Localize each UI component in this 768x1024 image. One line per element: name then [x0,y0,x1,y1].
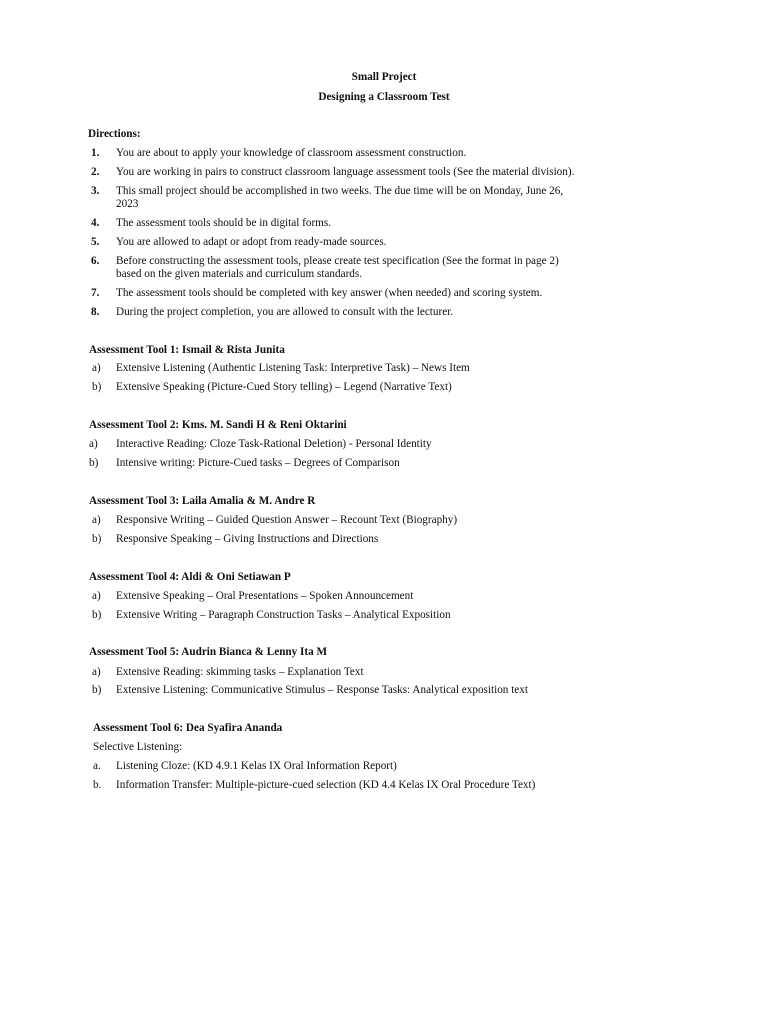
tool-item: Extensive Writing – Paragraph Construction Tasks – Analytical Exposition [116,609,451,621]
item-marker: b) [92,609,102,621]
tool-item: Intensive writing: Picture-Cued tasks – Degrees of Comparison [116,457,400,469]
item-marker: a) [92,590,101,602]
direction-number: 8. [91,306,100,318]
direction-number: 4. [91,217,100,229]
direction-number: 6. [91,255,100,267]
document-title: Small Project [351,71,417,83]
item-marker: b) [92,533,102,545]
item-marker: b) [92,684,102,696]
item-marker: b) [89,457,99,469]
item-marker: a) [92,666,101,678]
direction-number: 7. [91,287,100,299]
item-marker: b) [92,381,102,393]
tool-item: Extensive Speaking – Oral Presentations – Spoken Announcement [116,590,414,602]
tool-item: Responsive Writing – Guided Question Answer – Recount Text (Biography) [116,514,458,526]
tool-item: Extensive Reading: skimming tasks – Explanation Text [116,666,364,678]
tool-item: Interactive Reading: Cloze Task-Rational Deletion) - Personal Identity [116,438,432,450]
direction-number: 3. [91,185,100,197]
direction-text: The assessment tools should be in digital forms. [116,217,332,229]
direction-text-continued: based on the given materials and curriculum standards. [116,268,363,280]
direction-text: You are about to apply your knowledge of classroom assessment construction. [116,147,467,159]
direction-text: The assessment tools should be completed with key answer (when needed) and scoring system. [116,287,543,299]
item-marker: b. [93,779,102,791]
tool-intro: Selective Listening: [93,741,183,753]
directions-heading: Directions: [88,128,141,140]
tool-item: Information Transfer: Multiple-picture-cued selection (KD 4.4 Kelas IX Oral Procedure Text) [116,779,536,791]
tool-item: Listening Cloze: (KD 4.9.1 Kelas IX Oral Information Report) [116,760,397,772]
item-marker: a. [93,760,101,772]
direction-text: You are working in pairs to construct classroom language assessment tools (See the material division). [116,166,575,178]
assessment-tool-heading: Assessment Tool 1: Ismail & Rista Junita [89,344,285,356]
assessment-tool-heading: Assessment Tool 5: Audrin Bianca & Lenny Ita M [89,646,328,658]
direction-number: 5. [91,236,100,248]
assessment-tool-heading: Assessment Tool 4: Aldi & Oni Setiawan P [89,571,291,583]
direction-text: During the project completion, you are allowed to consult with the lecturer. [116,306,454,318]
item-marker: a) [92,362,101,374]
tool-item: Extensive Listening (Authentic Listening Task: Interpretive Task) – News Item [116,362,470,374]
document-subtitle: Designing a Classroom Test [318,91,450,103]
tool-item: Extensive Listening: Communicative Stimulus – Response Tasks: Analytical exposition text [116,684,528,696]
direction-text-continued: 2023 [116,198,139,210]
assessment-tool-heading: Assessment Tool 2: Kms. M. Sandi H & Reni Oktarini [89,419,347,431]
direction-number: 1. [91,147,100,159]
tool-item: Extensive Speaking (Picture-Cued Story telling) – Legend (Narrative Text) [116,381,452,393]
direction-text: Before constructing the assessment tools, please create test specification (See the format in page 2) [116,255,559,267]
item-marker: a) [92,514,101,526]
direction-text: You are allowed to adapt or adopt from ready-made sources. [116,236,387,248]
item-marker: a) [89,438,98,450]
assessment-tool-heading: Assessment Tool 6: Dea Syafira Ananda [93,722,283,734]
direction-number: 2. [91,166,100,178]
direction-text: This small project should be accomplished in two weeks. The due time will be on Monday, June 26, [116,185,564,197]
tool-item: Responsive Speaking – Giving Instructions and Directions [116,533,379,545]
assessment-tool-heading: Assessment Tool 3: Laila Amalia & M. Andre R [89,495,316,507]
